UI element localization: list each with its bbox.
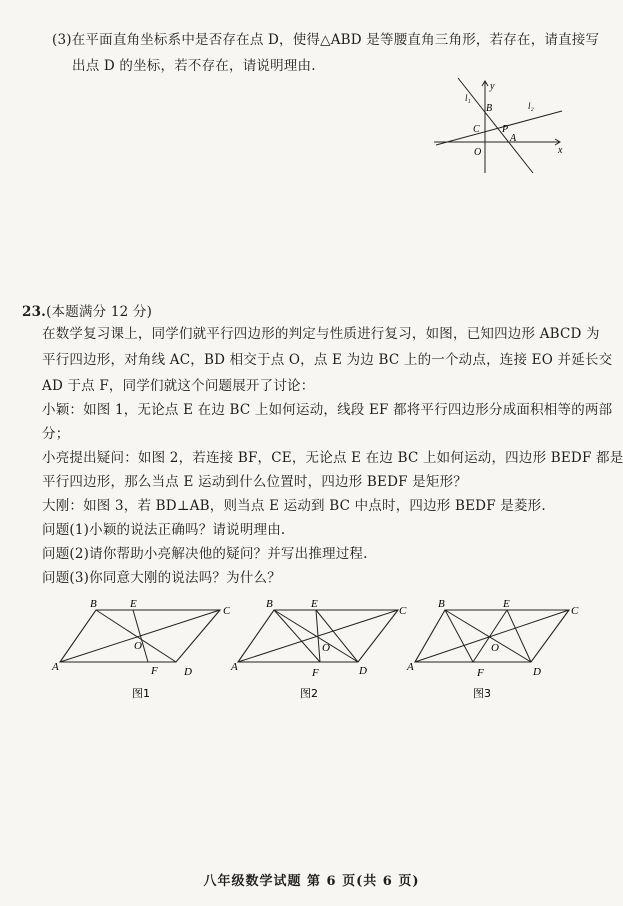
label-l2: l₂	[528, 101, 534, 111]
q23-intro-line3: AD 于点 F，同学们就这个问题展开了讨论：	[42, 378, 315, 394]
label-C: C	[473, 124, 480, 135]
label-x: x	[558, 145, 563, 156]
fig3-label-A: A	[407, 661, 414, 673]
line-l2	[436, 111, 562, 145]
figure-3	[405, 598, 590, 706]
fig2-label-E: E	[311, 598, 318, 610]
q23-intro-line2: 平行四边形，对角线 AC，BD 相交于点 O，点 E 为边 BC 上的一个动点，连接 EO 并延长交	[42, 352, 613, 368]
label-A: A	[510, 133, 517, 144]
fig3-label-C: C	[571, 605, 579, 617]
fig1-label-C: C	[223, 605, 230, 617]
fig3-segment-bf	[445, 610, 473, 662]
q23-score: (本题满分 12 分)	[46, 304, 153, 320]
fig3-diagonal-ac	[415, 610, 569, 662]
q23-header	[22, 302, 152, 322]
fig2-label-B: B	[266, 598, 273, 610]
fig2-label-F: F	[312, 667, 319, 679]
fig3-label-B: B	[438, 598, 445, 610]
figure-2	[228, 598, 408, 706]
fig2-segment-bf	[274, 610, 320, 662]
fig3-label-O: O	[491, 642, 499, 654]
fig1-label-D: D	[184, 666, 192, 678]
fig1-caption: 图1	[132, 687, 150, 700]
fig3-label-D: D	[533, 666, 541, 678]
label-y: y	[490, 81, 495, 92]
fig3-label-E: E	[503, 598, 510, 610]
fig2-segment-ed	[316, 610, 358, 662]
q23-intro-line1: 在数学复习课上，同学们就平行四边形的判定与性质进行复习，如图，已知四边形 ABCD 为	[42, 326, 600, 342]
q23-xiaoliang-line2: 平行四边形，那么当点 E 运动到什么位置时，四边形 BEDF 是矩形？	[42, 474, 467, 490]
page-footer: 八年级数学试题 第 6 页(共 6 页)	[203, 874, 420, 889]
q23-dagang: 大刚：如图 3，若 BD⊥AB，则当点 E 运动到 BC 中点时，四边形 BEDF 是菱形.	[42, 498, 546, 514]
q22-part3-line2: 出点 D 的坐标，若不存在，请说明理由.	[72, 58, 316, 74]
q23-xiaoying-line2: 分；	[42, 426, 70, 442]
fig2-label-D: D	[359, 665, 367, 677]
figure-1	[50, 598, 230, 706]
q23-xiaoying-line1: 小颖：如图 1，无论点 E 在边 BC 上如何运动，线段 EF 都将平行四边形分成面积相等的两部	[42, 402, 613, 418]
label-B: B	[486, 103, 493, 114]
fig1-label-A: A	[52, 661, 59, 673]
coordinate-figure	[430, 75, 570, 175]
fig3-segment-ef	[473, 610, 507, 662]
fig3-diagonal-bd	[445, 610, 531, 662]
fig2-label-O: O	[322, 642, 330, 654]
fig1-label-B: B	[90, 598, 97, 610]
fig2-caption: 图2	[300, 687, 318, 700]
label-l1: l₁	[465, 93, 471, 103]
fig1-label-O: O	[134, 640, 142, 652]
q23-question2: 问题(2)请你帮助小亮解决他的疑问？并写出推理过程.	[42, 546, 368, 562]
q22-part3-line1: (3)在平面直角坐标系中是否存在点 D，使得△ABD 是等腰直角三角形，若存在，请直接写	[52, 32, 600, 48]
q23-question3: 问题(3)你同意大刚的说法吗？为什么？	[42, 570, 281, 586]
fig2-label-C: C	[399, 605, 407, 617]
q23-number: 23.	[22, 304, 47, 320]
fig1-label-E: E	[130, 598, 137, 610]
fig2-diagonal-bd	[274, 610, 358, 662]
fig3-caption: 图3	[473, 687, 491, 700]
label-P: P	[502, 124, 509, 135]
fig1-label-F: F	[151, 665, 158, 677]
fig2-label-A: A	[231, 661, 238, 673]
q23-question1: 问题(1)小颖的说法正确吗？请说明理由.	[42, 522, 286, 538]
label-O: O	[474, 147, 482, 158]
fig3-label-F: F	[477, 667, 484, 679]
q23-xiaoliang-line1: 小亮提出疑问：如图 2，若连接 BF，CE，无论点 E 在边 BC 上如何运动，四边形 BEDF 都是	[42, 450, 623, 466]
fig1-diagonal-bd	[96, 610, 176, 662]
